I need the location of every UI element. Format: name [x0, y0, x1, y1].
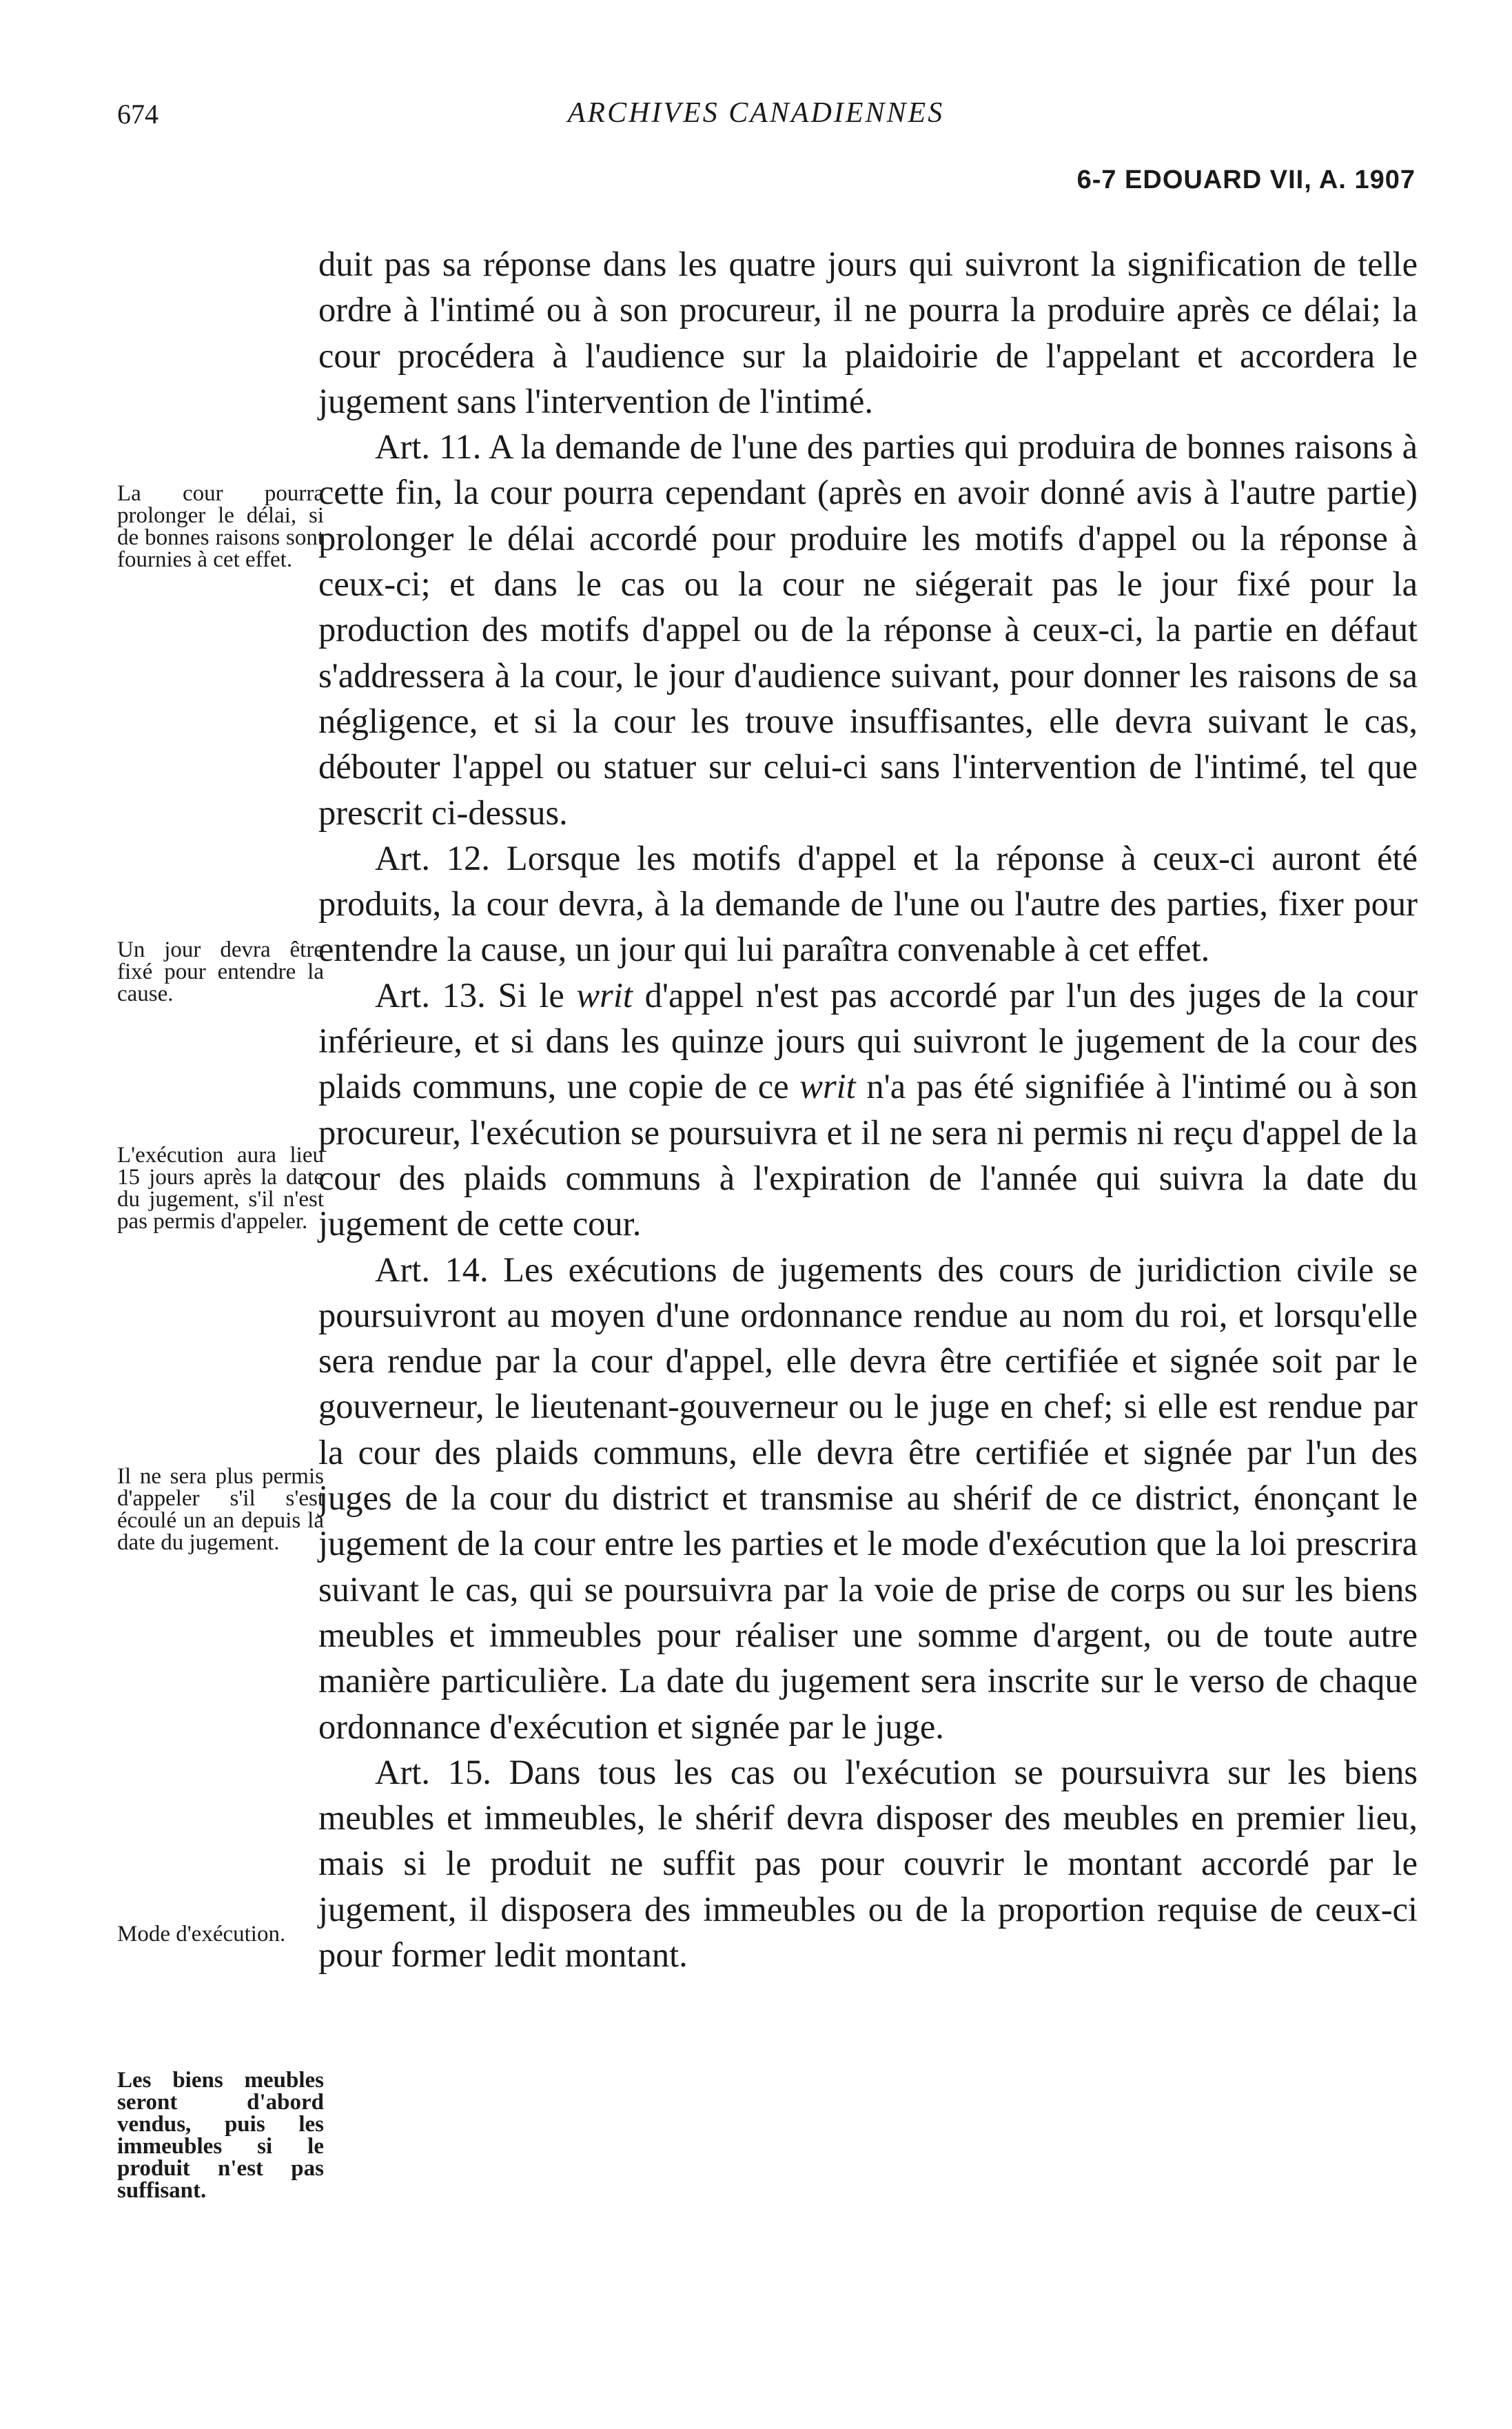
article-14-text: Les exécutions de jugements des cours de juridiction civile se poursuivront au moyen d'une ordonnance rendue au nom du roi, et lorsqu'elle sera rendue par la cour d'appel, elle devra être certifiée et signée soit par le gouverneur, le lieutenant-gouverneur ou le juge en chef; si elle est rendue par la cour des plaids communs, elle devra être certifiée et signée par l'un des juges de la cour du district et transmise au shérif de ce district, énonçant le jugement de la cour entre les parties et le mode d'exécution que la loi prescrira suivant le cas, qui se poursuivra par la voie de prise de corps ou sur les biens meubles et immeubles pour réaliser une somme d'argent, ou de toute autre manière particulière. La date du jugement sera inscrite sur le verso de chaque ordonnance d'exécution et signée par le juge. — [318, 1250, 1418, 1746]
continuation-paragraph: duit pas sa réponse dans les quatre jours qui suivront la signification de telle ordre à l'intimé ou à son procureur, il ne pourra la produire après ce délai; la cour procédera à l'audience sur la plaidoirie de l'appelant et accordera le jugement sans l'intervention de l'intimé. — [318, 245, 1418, 420]
sidenote-biens-meubles: Les biens meubles seront d'abord vendus, puis les immeubles si le produit n'est pas suffisant. — [117, 2068, 324, 2203]
article-12-number: Art. 12. — [375, 838, 490, 877]
sidenote-prolongation: La cour pourra prolonger le délai, si de bonnes raisons sont fournies à cet effet. — [117, 481, 324, 572]
article-14-number: Art. 14. — [375, 1250, 489, 1289]
main-text — [318, 241, 1418, 1978]
article-12-text: Lorsque les motifs d'appel et la réponse à ceux-ci auront été produits, la cour devra, à la demande de l'une ou l'autre des parties, fixer pour entendre la cause, un jour qui lui paraîtra convenable à cet effet. — [318, 838, 1418, 969]
article-13-text-1: Si le — [498, 975, 564, 1015]
running-title: ARCHIVES CANADIENNES — [567, 97, 945, 129]
article-15 — [318, 1749, 1418, 1978]
article-11-number: Art. 11. — [375, 427, 482, 467]
article-13-text-3: n'a pas été signifiée à l'intimé ou à son procureur, l'exécution se poursuivra et il ne sera ni permis ni reçu d'appel de la cour des plaids communs à l'expiration de l'année qui suivra la date du jugement de cette cour. — [318, 1067, 1418, 1243]
sidenote-jour-fixe: Un jour devra être fixé pour entendre la cause. — [117, 937, 324, 1006]
session-header: 6-7 EDOUARD VII, A. 1907 — [1076, 165, 1416, 194]
article-13-text-2: d'appel n'est pas accordé par l'un des juges de la cour inférieure, et si dans les quinze jours qui suivront le jugement de la cour des plaids communs, une copie de ce — [318, 975, 1418, 1106]
article-14 — [318, 1247, 1418, 1749]
article-11-text: A la demande de l'une des parties qui produira de bonnes raisons à cette fin, la cour pourra cependant (après en avoir donné avis à l'autre partie) prolonger le délai accordé pour produire les motifs d'appel ou la réponse à ceux-ci; et dans le cas ou la cour ne siégerait pas le jour fixé pour la production des motifs d'appel ou de la réponse à ceux-ci, la partie en défaut s'addressera à la cour, le jour d'audience suivant, pour donner les raisons de sa négligence, et si la cour les trouve insuffisantes, elle devra suivant le cas, débouter l'appel ou statuer sur celui-ci sans l'intervention de l'intimé, tel que prescrit ci-dessus. — [318, 427, 1418, 832]
sidenote-execution-15-jours: L'exécution aura lieu 15 jours après la date du jugement, s'il n'est pas permis d'appeler. — [117, 1143, 324, 1234]
article-13-writ-2: writ — [799, 1067, 856, 1106]
sidenote-plus-permis: Il ne sera plus permis d'appeler s'il s'est écoulé un an depuis la date du jugement. — [117, 1464, 324, 1555]
article-13-writ-1: writ — [576, 975, 633, 1015]
article-11 — [318, 424, 1418, 835]
article-15-number: Art. 15. — [375, 1752, 491, 1791]
article-13 — [318, 973, 1418, 1247]
sidenote-mode-execution: Mode d'exécution. — [117, 1922, 286, 1947]
article-15-text: Dans tous les cas ou l'exécution se poursuivra sur les biens meubles et immeubles, le shérif devra disposer des meubles en premier lieu, mais si le produit ne suffit pas pour couvrir le montant accordé par le jugement, il disposera des immeubles ou de la proportion requise de ceux-ci pour former ledit montant. — [318, 1752, 1418, 1974]
article-13-number: Art. 13. — [375, 975, 486, 1015]
page-number: 674 — [117, 99, 159, 130]
article-12 — [318, 835, 1418, 973]
